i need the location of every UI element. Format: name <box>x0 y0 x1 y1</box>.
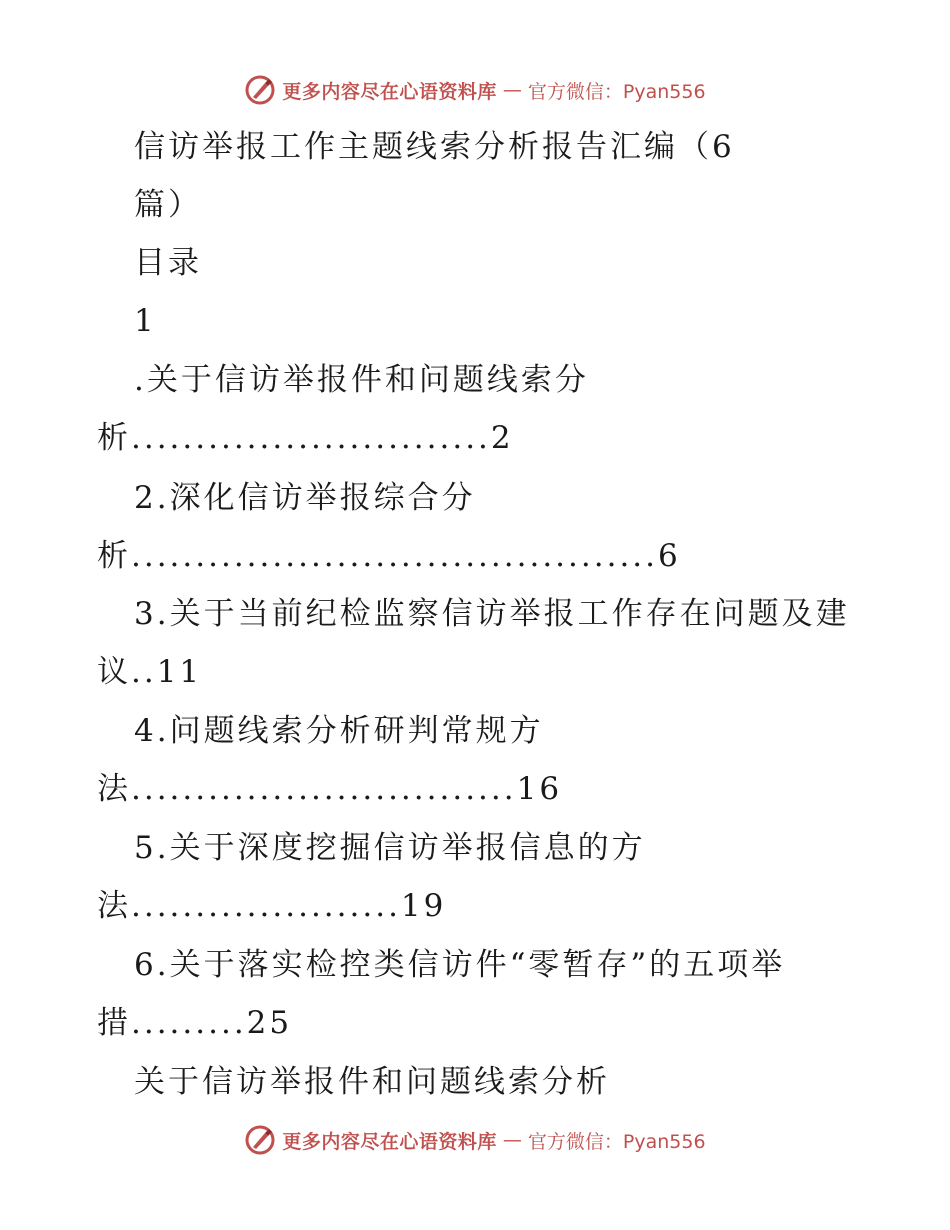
toc-item-1-line-1: .关于信访举报件和问题线索分 <box>134 362 589 398</box>
toc-item-3-line-2: 议..11 <box>97 654 203 690</box>
toc-number: 1 <box>134 303 157 339</box>
toc-item-2-line-2: 析.........................................6 <box>97 538 681 574</box>
watermark-dash: — <box>502 79 522 101</box>
watermark-banner-bottom <box>0 1120 950 1160</box>
toc-item-6-line-1: 6.关于落实检控类信访件“零暂存”的五项举 <box>134 947 786 983</box>
watermark-banner-top <box>0 70 950 110</box>
toc-item-6-line-2: 措.........25 <box>97 1005 293 1041</box>
toc-item-5-line-2: 法.....................19 <box>97 888 447 924</box>
pen-logo-icon <box>244 74 276 106</box>
watermark-dash: — <box>502 1129 522 1151</box>
watermark-wechat-text: 官方微信：Pyan556 <box>527 1130 706 1153</box>
toc-item-4-line-2: 法..............................16 <box>97 771 563 807</box>
watermark-brand-text: 更多内容尽在心语资料库 <box>282 1130 497 1153</box>
toc-heading: 目录 <box>134 245 202 281</box>
toc-item-5-line-1: 5.关于深度挖掘信访举报信息的方 <box>134 830 646 866</box>
watermark-wechat-text: 官方微信：Pyan556 <box>527 80 706 103</box>
section-heading: 关于信访举报件和问题线索分析 <box>134 1064 610 1100</box>
toc-item-1-line-2: 析............................2 <box>97 420 514 456</box>
toc-item-4-line-1: 4.问题线索分析研判常规方 <box>134 713 544 749</box>
document-title-line-2: 篇） <box>134 187 202 223</box>
watermark-brand-text: 更多内容尽在心语资料库 <box>282 80 497 103</box>
toc-item-3-line-1: 3.关于当前纪检监察信访举报工作存在问题及建 <box>134 596 850 632</box>
document-title-line-1: 信访举报工作主题线索分析报告汇编（6 <box>134 129 735 165</box>
toc-item-2-line-1: 2.深化信访举报综合分 <box>134 480 476 516</box>
pen-logo-icon <box>244 1124 276 1156</box>
